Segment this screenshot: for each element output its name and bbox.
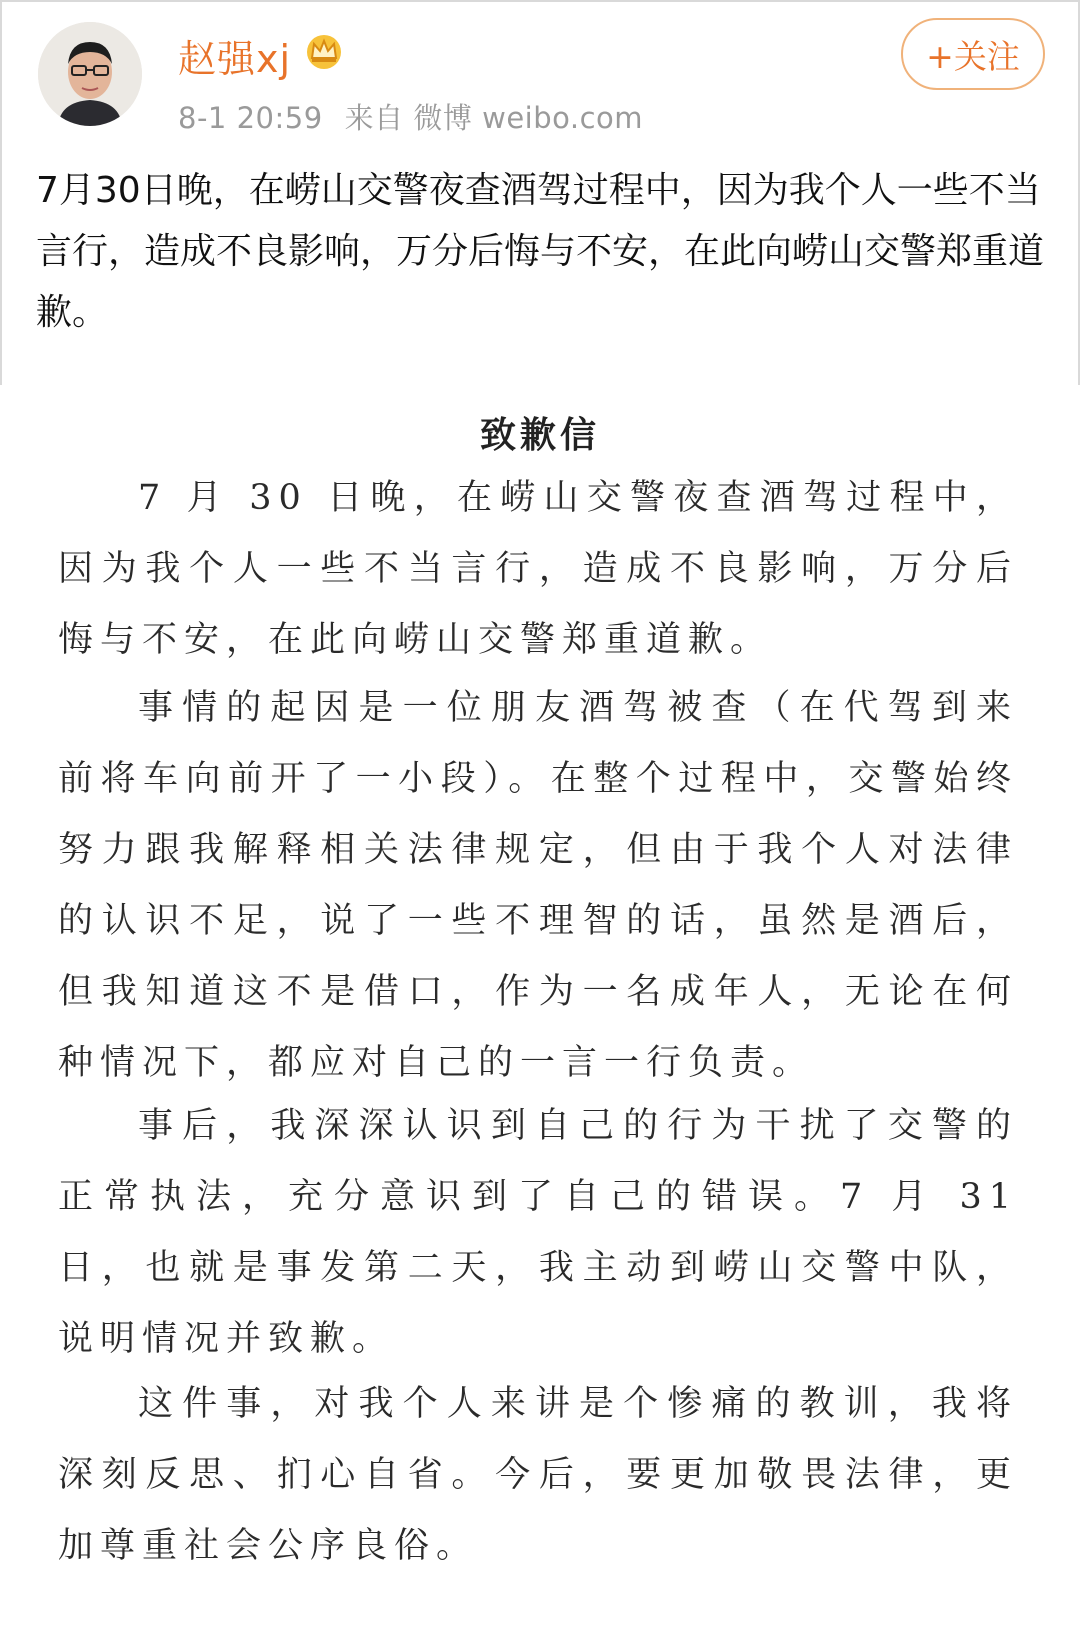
letter-paragraph: 7 月 30 日晚，在崂山交警夜查酒驾过程中，因为我个人一些不当言行，造成不良影响，万分后悔与不安，在此向崂山交警郑重道歉。 <box>58 478 1018 660</box>
post-source[interactable]: 来自 微博 weibo.com <box>344 101 644 135</box>
post-meta <box>178 96 643 137</box>
letter-paragraph: 事情的起因是一位朋友酒驾被查（在代驾到来前将车向前开了一小段）。在整个过程中，交警始终努力跟我解释相关法律规定，但由于我个人对法律的认识不足，说了一些不理智的话，虽然是酒后，但我知道这不是借口，作为一名成年人，无论在何种情况下，都应对自己的一言一行负责。 <box>58 688 1018 1083</box>
avatar[interactable] <box>38 22 142 126</box>
follow-button[interactable]: +关注 <box>901 18 1045 90</box>
letter-title: 致歉信 <box>479 414 600 456</box>
crown-icon <box>302 30 346 70</box>
post-time: 8-1 20:59 <box>178 101 323 135</box>
letter-paragraph: 这件事，对我个人来讲是个惨痛的教训，我将深刻反思、扪心自省。今后，要更加敬畏法律，更加尊重社会公序良俗。 <box>58 1384 1018 1566</box>
apology-letter-image <box>0 385 1080 1631</box>
post-text: 7月30日晚，在崂山交警夜查酒驾过程中，因为我个人一些不当言行，造成不良影响，万分后悔与不安，在此向崂山交警郑重道歉。 <box>36 170 1045 333</box>
username[interactable]: 赵强xj <box>178 37 292 81</box>
letter-paragraph: 事后，我深深认识到自己的行为干扰了交警的正常执法，充分意识到了自己的错误。7 月 31 日，也就是事发第二天，我主动到崂山交警中队，说明情况并致歉。 <box>58 1106 1018 1359</box>
post-header <box>0 0 1080 145</box>
